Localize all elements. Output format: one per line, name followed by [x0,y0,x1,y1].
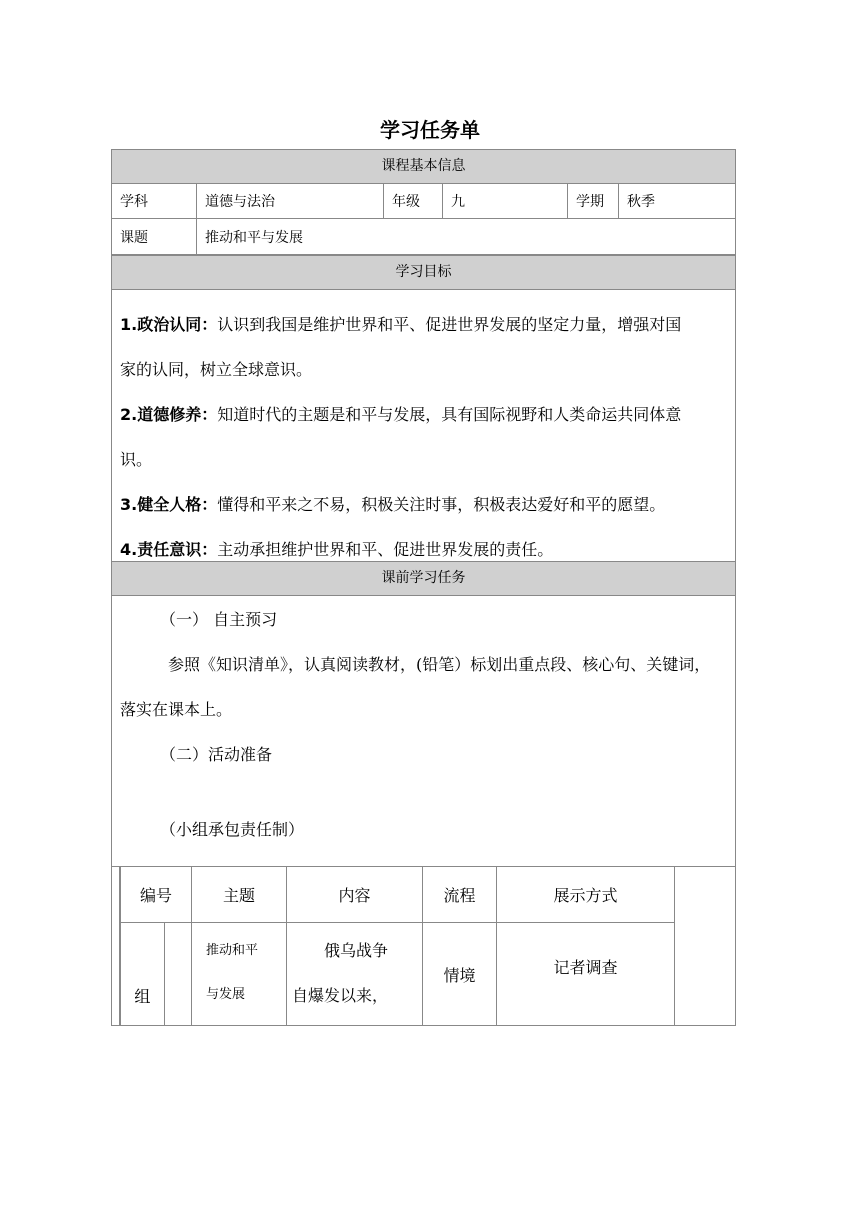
basic-info-header: 课程基本信息 [112,150,735,184]
row-id: 组 [121,922,165,1025]
goal-item-2 [112,392,735,437]
section2-title: （二）活动准备 [160,745,273,764]
grade-label: 年级 [384,184,443,219]
group-table-wrapper [111,866,736,1026]
basic-info-table [112,184,735,254]
row-content-line1: 俄乌战争 [324,940,389,960]
pre-tasks-header: 课前学习任务 [112,562,735,596]
goal-title: 2.道德修养： [120,405,218,424]
goals-section [111,255,736,562]
goal-title: 4.责任意识： [120,540,218,559]
group-note: （小组承包责任制） [160,820,305,839]
col-header-id: 编号 [121,867,192,922]
section1-text: 参照《知识清单》，认真阅读教材，(铅笔）标划出重点段、核心句、关键词， [168,655,711,674]
row-id-blank [164,922,191,1025]
basic-info-section [111,149,736,255]
row-process: 情境 [423,922,497,1025]
goal-text: 知道时代的主题是和平与发展，具有国际视野和人类命运共同体意 [217,405,682,424]
row-display: 记者调查 [497,922,675,1025]
page-title: 学习任务单 [380,118,480,142]
grade-value: 九 [443,184,568,219]
col-header-content: 内容 [287,867,423,922]
subject-label: 学科 [112,184,197,219]
row-theme-line2: 与发展 [206,986,246,1002]
goals-header: 学习目标 [112,256,735,290]
section1-title: （一） 自主预习 [160,610,278,629]
row-content [287,922,423,1025]
term-value: 秋季 [619,184,736,219]
topic-value: 推动和平与发展 [197,219,736,255]
col-header-process: 流程 [423,867,497,922]
subject-value: 道德与法治 [197,184,384,219]
goal-title: 1.政治认同： [120,315,218,334]
row-theme-line1: 推动和平 [206,942,259,958]
goal-text: 认识到我国是维护世界和平、促进世界发展的坚定力量，增强对国 [217,315,682,334]
goal-text: 懂得和平来之不易，积极关注时事，积极表达爱好和平的愿望。 [217,495,666,514]
col-header-display: 展示方式 [497,867,675,922]
col-header-theme: 主题 [192,867,287,922]
goal-item-1-cont: 家的认同，树立全球意识。 [120,360,313,379]
topic-label: 课题 [112,219,197,255]
row-theme [192,922,287,1025]
section1-text-cont: 落实在课本上。 [120,700,233,719]
goal-item-2-cont: 识。 [120,450,153,469]
goal-item-3 [112,482,735,527]
row-content-line2: 自爆发以来， [292,985,389,1005]
goal-item-1 [112,302,735,347]
goal-title: 3.健全人格： [120,495,218,514]
term-label: 学期 [568,184,619,219]
group-table [120,867,675,1026]
goal-text: 主动承担维护世界和平、促进世界发展的责任。 [217,540,554,559]
